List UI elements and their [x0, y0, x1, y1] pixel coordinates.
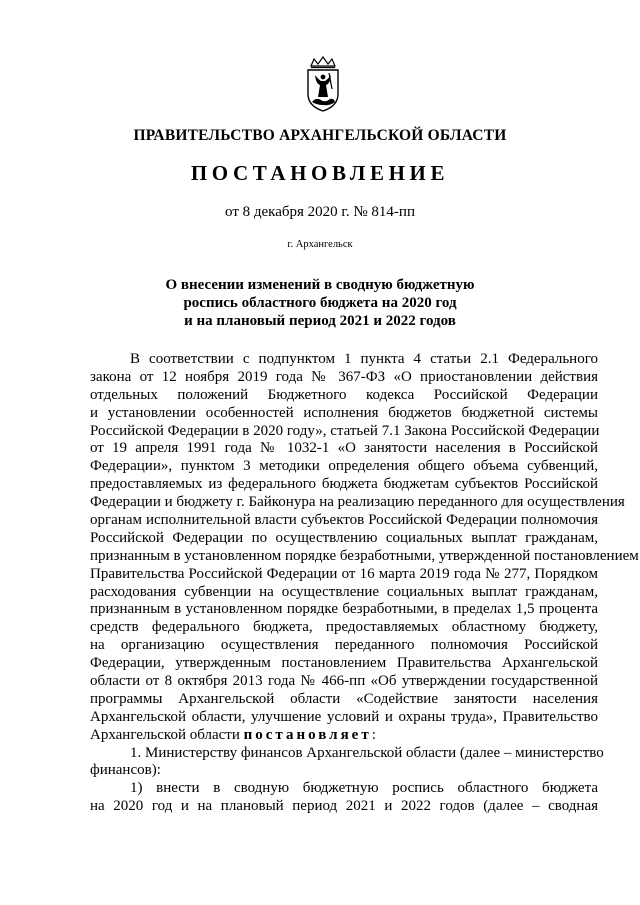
body-line-closing — [90, 727, 598, 745]
item-1-line: финансов): — [90, 762, 161, 779]
body-line: закона от 12 ноября 2019 года № 367-ФЗ «О приостановлении действия — [90, 368, 598, 385]
item-1-1-line: на 2020 год и на плановый период 2021 и 2022 годов (далее – сводная — [90, 798, 598, 815]
body-line: Архангельской области, улучшение условий и охраны труда», Правительство — [90, 708, 598, 725]
organization-title: ПРАВИТЕЛЬСТВО АРХАНГЕЛЬСКОЙ ОБЛАСТИ — [133, 127, 507, 144]
body-line: признанным в установленном порядке безработными, утвержденной постановлением — [90, 547, 639, 564]
document-type: ПОСТАНОВЛЕНИЕ — [190, 161, 450, 185]
document-city: г. Архангельск — [287, 239, 353, 250]
coat-of-arms-icon — [305, 56, 341, 112]
document-subject — [0, 276, 640, 330]
body-line: отдельных положений Бюджетного кодекса Российской Федерации — [90, 386, 598, 403]
body-line: предоставляемых из федерального бюджета бюджетам субъектов Российской — [90, 476, 598, 493]
closing-prefix: Архангельской области — [90, 726, 244, 743]
subject-line: О внесении изменений в сводную бюджетную — [165, 277, 475, 293]
closing-suffix: : — [371, 726, 376, 743]
document-body — [90, 351, 639, 816]
body-line: Правительства Российской Федерации от 16 марта 2019 года № 277, Порядком — [90, 565, 598, 582]
body-line: от 19 апреля 1991 года № 1032-1 «О занятости населения в Российской — [90, 440, 598, 457]
body-line: программы Архангельской области «Содействие занятости населения — [90, 690, 598, 707]
item-1-1-line: 1) внести в сводную бюджетную роспись областного бюджета — [130, 780, 598, 797]
body-line: средств федерального бюджета, предоставляемых областному бюджету, — [90, 619, 598, 636]
body-line: расходования субвенции на осуществление социальных выплат гражданам, — [90, 583, 598, 600]
body-line: Российской Федерации по осуществлению социальных выплат гражданам, — [90, 529, 598, 546]
body-line: и установлении особенностей исполнения бюджетов бюджетной системы — [90, 404, 598, 421]
body-line: Российской Федерации в 2020 году», статьей 7.1 Закона Российской Федерации — [90, 422, 600, 439]
document-date-number: от 8 декабря 2020 г. № 814-пп — [225, 204, 415, 220]
body-line: Федерации», пунктом 3 методики определения общего объема субвенций, — [90, 458, 598, 475]
closing-keyword: постановляет — [243, 726, 372, 743]
body-line: на организацию осуществления переданного полномочия Российской — [90, 637, 598, 654]
body-line: Федерации и бюджету г. Байконура на реализацию переданного для осуществления — [90, 494, 625, 511]
subject-line: и на плановый период 2021 и 2022 годов — [184, 313, 456, 329]
item-1-line: 1. Министерству финансов Архангельской области (далее – министерство — [130, 744, 604, 761]
body-line: признанным в установленном порядке безработными, в пределах 1,5 процента — [90, 601, 598, 618]
subject-line: роспись областного бюджета на 2020 год — [183, 295, 457, 311]
body-line: области от 8 октября 2013 года № 466-пп «Об утверждении государственной — [90, 673, 598, 690]
body-line: В соответствии с подпунктом 1 пункта 4 статьи 2.1 Федерального — [130, 351, 598, 367]
body-line: Федерации, утвержденным постановлением Правительства Архангельской — [90, 655, 598, 672]
body-line: органам исполнительной власти субъектов Российской Федерации полномочия — [90, 512, 598, 529]
